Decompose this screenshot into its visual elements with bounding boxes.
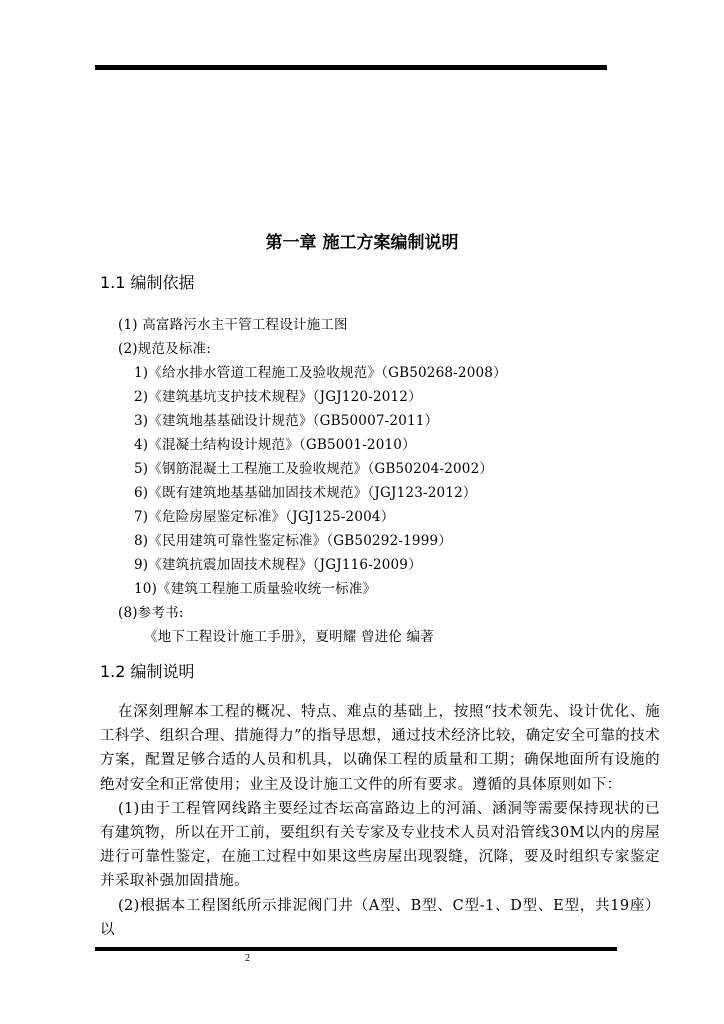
paragraph: 在深刻理解本工程的概况、特点、难点的基础上，按照“技术领先、设计优化、施工科学、组织合理、措施得力”的指导思想，通过技术经济比较，确定安全可靠的技术方案，配置足够合适的人员和机具，以确保工程的质量和工期；确保地面所有设施的绝对安全和正常使用；业主及设计施工文件的所有要求。遵循的具体原则如下： (100, 704, 660, 793)
standard-item: 6)《既有建筑地基基础加固技术规范》（JGJ123-2012） (134, 485, 477, 501)
basis-item-drawings: (1) 高富路污水主干管工程设计施工图 (118, 317, 348, 333)
standard-item: 1)《给水排水管道工程施工及验收规范》（GB50268-2008） (134, 365, 507, 381)
paragraph: (1)由于工程管网线路主要经过杏坛高富路边上的河涌、涵洞等需要保持现状的已有建筑物，所以在开工前，要组织有关专家及专业技术人员对沿管线30M以内的房屋进行可靠性鉴定，在施工过程中如果这些房屋出现裂缝，沉降，要及时组织专家鉴定并采取补强加固措施。 (100, 800, 660, 890)
standard-item: 5)《钢筋混凝土工程施工及验收规范》（GB50204-2002） (134, 461, 494, 477)
section-heading-explanation: 1.2 编制说明 (100, 662, 195, 681)
page-number: 2 (245, 953, 250, 964)
standard-item: 7)《危险房屋鉴定标准》（JGJ125-2004） (134, 509, 395, 525)
standard-item: 4)《混凝土结构设计规范》（GB5001-2010） (134, 437, 416, 453)
reference-book: 《地下工程设计施工手册》，夏明耀 曾进伦 编著 (144, 629, 434, 645)
basis-item-references: (8)参考书: (118, 605, 184, 621)
chapter-title: 第一章 施工方案编制说明 (265, 233, 459, 253)
explanation-body (100, 700, 660, 942)
basis-item-standards: (2)规范及标准: (118, 341, 211, 357)
standard-item: 8)《民用建筑可靠性鉴定标准》（GB50292-1999） (134, 533, 452, 549)
footer-rule (95, 947, 617, 951)
standard-item: 3)《建筑地基基础设计规范》（GB50007-2011） (134, 413, 439, 429)
standard-item: 2)《建筑基坑支护技术规程》（JGJ120-2012） (134, 389, 422, 405)
paragraph: (2)根据本工程图纸所示排泥阀门井（A型、B型、C型-1、D型、E型，共19座）以 (100, 897, 660, 938)
section-heading-basis: 1.1 编制依据 (100, 273, 195, 292)
standard-item: 10)《建筑工程施工质量验收统一标准》 (134, 581, 377, 597)
standard-item: 9)《建筑抗震加固技术规程》（JGJ116-2009） (134, 557, 422, 573)
header-rule (95, 65, 607, 70)
